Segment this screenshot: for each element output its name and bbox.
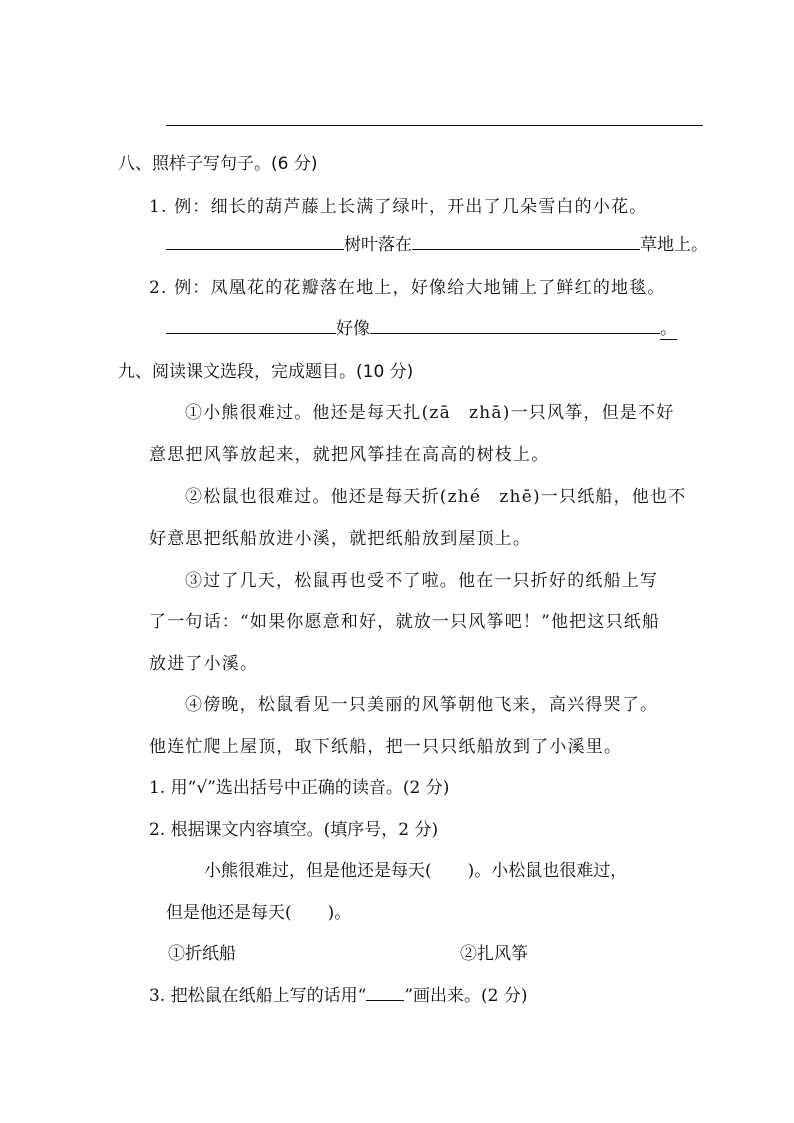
s8-q1-example: 1. 例：细长的葫芦藤上长满了绿叶，开出了几朵雪白的小花。	[149, 197, 648, 217]
passage-para2-line2: 好意思把纸船放进小溪，就把纸船放到屋顶上。	[149, 529, 532, 549]
s8-q2-fill-line	[166, 314, 677, 339]
s8-q2-fill-mid: 好像	[336, 319, 370, 339]
passage-para3-line3: 放进了小溪。	[149, 654, 259, 674]
passage-para3-line1: ③过了几天，松鼠再也受不了啦。他在一只折好的纸船上写	[185, 571, 659, 591]
s9-q2-fill-line-1	[204, 856, 627, 881]
s8-q2-blank-1[interactable]	[166, 315, 336, 334]
section-8-heading: 八、照样子写句子。(6 分)	[118, 154, 318, 174]
s9-question-1: 1. 用“√”选出括号中正确的读音。(2 分)	[149, 778, 450, 798]
s9-q2-fill-line-2	[166, 898, 351, 923]
s9-question-3	[149, 981, 528, 1006]
s9-question-2: 2. 根据课文内容填空。(填序号，2 分)	[149, 820, 439, 840]
s8-q1-fill-end: 草地上。	[640, 235, 708, 255]
s8-q2-fill-end: 。	[660, 319, 677, 339]
passage-para1-line2: 意思把风筝放起来，就把风筝挂在高高的树枝上。	[149, 445, 550, 465]
answer-line-top	[166, 125, 703, 126]
s8-q2-example: 2. 例：凤凰花的花瓣落在地上，好像给大地铺上了鲜红的地毯。	[149, 278, 666, 298]
passage-para4-line1: ④傍晚，松鼠看见一只美丽的风筝朝他飞来，高兴得哭了。	[185, 695, 659, 715]
s8-q1-fill-mid: 树叶落在	[344, 235, 412, 255]
passage-para4-line2: 他连忙爬上屋顶，取下纸船，把一只只纸船放到了小溪里。	[149, 737, 623, 757]
passage-para3-line2: 了一句话：“如果你愿意和好，就放一只风筝吧！”他把这只纸船	[149, 612, 661, 632]
section-9-heading: 九、阅读课文选段，完成题目。(10 分)	[118, 362, 414, 382]
s9-q2-line1-b: )。小松鼠也很难过，	[467, 861, 628, 881]
s9-q2-line2-a: 但是他还是每天(	[166, 903, 292, 923]
s9-q3-text-a: 3. 把松鼠在纸船上写的话用“	[149, 986, 367, 1006]
s9-q2-option-1: ①折纸船	[168, 944, 236, 964]
s8-q1-blank-1[interactable]	[166, 231, 344, 250]
s8-q1-fill-line	[166, 230, 708, 255]
s9-q2-line1-a: 小熊很难过，但是他还是每天(	[204, 861, 432, 881]
s9-q2-option-2: ②扎风筝	[460, 944, 528, 964]
s9-q3-underline-sample	[366, 986, 404, 1001]
s9-q3-text-b: ”画出来。(2 分)	[404, 986, 528, 1006]
passage-para2-line1: ②松鼠也很难过。他还是每天折(zhé zhē)一只纸船，他也不	[185, 487, 687, 507]
passage-para1-line1: ①小熊很难过。他还是每天扎(zā zhā)一只风筝，但是不好	[185, 403, 675, 423]
s9-q2-line2-b: )。	[327, 903, 352, 923]
s8-q2-blank-2[interactable]	[370, 315, 660, 334]
s8-q1-blank-2[interactable]	[412, 231, 640, 250]
